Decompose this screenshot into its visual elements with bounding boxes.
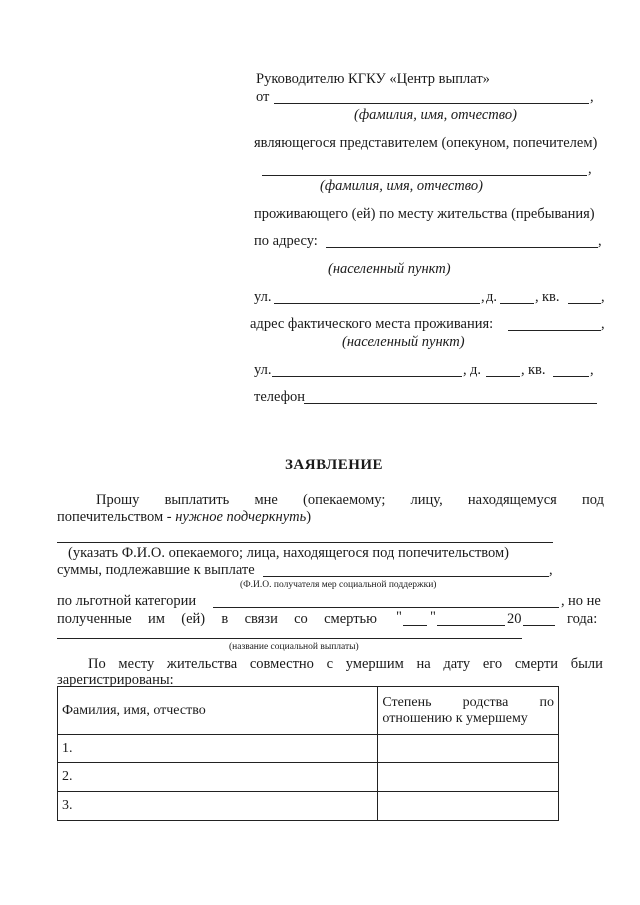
table-header-row [58, 687, 559, 735]
comma: , [588, 161, 592, 177]
apt-label: кв. [542, 289, 560, 305]
from-name-field[interactable] [274, 103, 589, 104]
comma: , [590, 362, 594, 378]
received-line [57, 611, 377, 628]
actual-address-field[interactable] [508, 330, 601, 331]
street-label: ул. [254, 289, 272, 305]
table-row [58, 763, 559, 792]
recipient-line: Руководителю КГКУ «Центр выплат» [256, 71, 490, 87]
word: Прошу [96, 492, 140, 508]
table-row [58, 735, 559, 763]
comma: , [521, 362, 525, 378]
col-relation-header-line1 [382, 695, 554, 711]
word: с [326, 656, 334, 672]
street-label: ул. [254, 362, 272, 378]
word: По [88, 656, 106, 672]
comma: , [463, 362, 467, 378]
comma: , [590, 89, 594, 105]
word: его [482, 656, 503, 672]
comma: , [598, 233, 602, 249]
phone-field[interactable] [304, 403, 597, 404]
category-field[interactable] [213, 607, 559, 608]
relation-cell[interactable] [378, 792, 559, 821]
col-relation-header-line2: отношению к умершему [382, 710, 528, 726]
word: находящемуся [467, 492, 557, 508]
word: родства [462, 694, 509, 710]
sums-text: суммы, подлежавшие к выплате [57, 562, 255, 578]
actual-address-label: адрес фактического места проживания: [250, 316, 494, 332]
comma: , [601, 316, 605, 332]
name-cell[interactable] [58, 792, 378, 821]
not-text: но не [568, 593, 601, 609]
comma: , [535, 289, 539, 305]
comma: , [481, 289, 485, 305]
word: жительства [166, 656, 238, 672]
year-suffix: года: [567, 611, 598, 627]
word: смертью [324, 611, 377, 627]
row-number: 2. [62, 769, 73, 784]
word: месту [118, 656, 155, 672]
payment-hint: (название социальной выплаты) [229, 642, 359, 652]
payment-name-field[interactable] [57, 638, 522, 639]
word: на [416, 656, 431, 672]
word: полученные [57, 611, 132, 627]
name-cell[interactable] [58, 735, 378, 763]
col-name-header [58, 687, 378, 735]
request-line-2 [57, 509, 311, 526]
word: по [539, 694, 554, 710]
recipient-name-field[interactable] [263, 576, 549, 577]
quote-open: " [396, 609, 402, 625]
house-label: д. [470, 362, 482, 378]
col-name-header-text: Фамилия, имя, отчество [62, 702, 206, 718]
word: смерти [514, 656, 559, 672]
word: (ей) [181, 611, 206, 627]
comma: , [561, 593, 565, 609]
representative-name-field[interactable] [262, 175, 587, 176]
settlement-hint: (населенный пункт) [342, 334, 465, 350]
fio-hint: (фамилия, имя, отчество) [354, 107, 517, 123]
text: ) [306, 509, 312, 525]
house-field[interactable] [500, 303, 534, 304]
word: выплатить [164, 492, 230, 508]
apt-field[interactable] [568, 303, 601, 304]
representative-text: являющегося представителем (опекуном, попечителем) [254, 135, 598, 151]
word: дату [443, 656, 471, 672]
registered-line-2: зарегистрированы: [57, 672, 174, 688]
death-day-field[interactable] [403, 625, 427, 626]
death-month-field[interactable] [437, 625, 505, 626]
request-line-1 [96, 492, 604, 509]
actual-apt-field[interactable] [553, 376, 589, 377]
word: были [570, 656, 603, 672]
word: лицу, [410, 492, 443, 508]
address-label: по адресу: [254, 233, 318, 249]
ward-hint: (указать Ф.И.О. опекаемого; лица, находящегося под попечительством) [68, 545, 510, 561]
name-cell[interactable] [58, 763, 378, 792]
word: связи [244, 611, 278, 627]
settlement-hint: (населенный пункт) [328, 261, 451, 277]
actual-street-field[interactable] [272, 376, 462, 377]
quote-close: " [430, 609, 436, 625]
table-row [58, 792, 559, 821]
document-title: ЗАЯВЛЕНИЕ [285, 457, 384, 473]
word: умершим [345, 656, 404, 672]
address-field[interactable] [326, 247, 598, 248]
street-field[interactable] [274, 303, 480, 304]
comma: , [601, 289, 605, 305]
year-prefix: 20 [507, 611, 522, 627]
actual-house-field[interactable] [486, 376, 520, 377]
death-year-field[interactable] [523, 625, 555, 626]
word: им [148, 611, 165, 627]
word: мне [254, 492, 278, 508]
comma: , [549, 562, 553, 578]
recipient-hint: (Ф.И.О. получателя мер социальной поддержки) [240, 580, 437, 590]
text: попечительством - [57, 509, 176, 525]
col-relation-header [378, 687, 559, 735]
relation-cell[interactable] [378, 763, 559, 792]
house-label: д. [486, 289, 498, 305]
relation-cell[interactable] [378, 735, 559, 763]
apt-label: кв. [528, 362, 546, 378]
row-number: 3. [62, 798, 73, 813]
word: под [581, 492, 604, 508]
registered-line-1 [88, 656, 603, 673]
word: со [294, 611, 308, 627]
phone-label: телефон [254, 389, 306, 405]
residence-text: проживающего (ей) по месту жительства (пребывания) [254, 206, 595, 222]
word: в [221, 611, 229, 627]
underline-note: нужное подчеркнуть [175, 509, 307, 525]
word: Степень [382, 694, 432, 710]
ward-name-field[interactable] [57, 542, 553, 543]
from-label: от [256, 89, 270, 105]
registered-persons-table [57, 686, 559, 821]
fio-hint: (фамилия, имя, отчество) [320, 178, 483, 194]
row-number: 1. [62, 740, 73, 756]
word: совместно [249, 656, 314, 672]
word: (опекаемому; [302, 492, 386, 508]
category-text: по льготной категории [57, 593, 197, 609]
